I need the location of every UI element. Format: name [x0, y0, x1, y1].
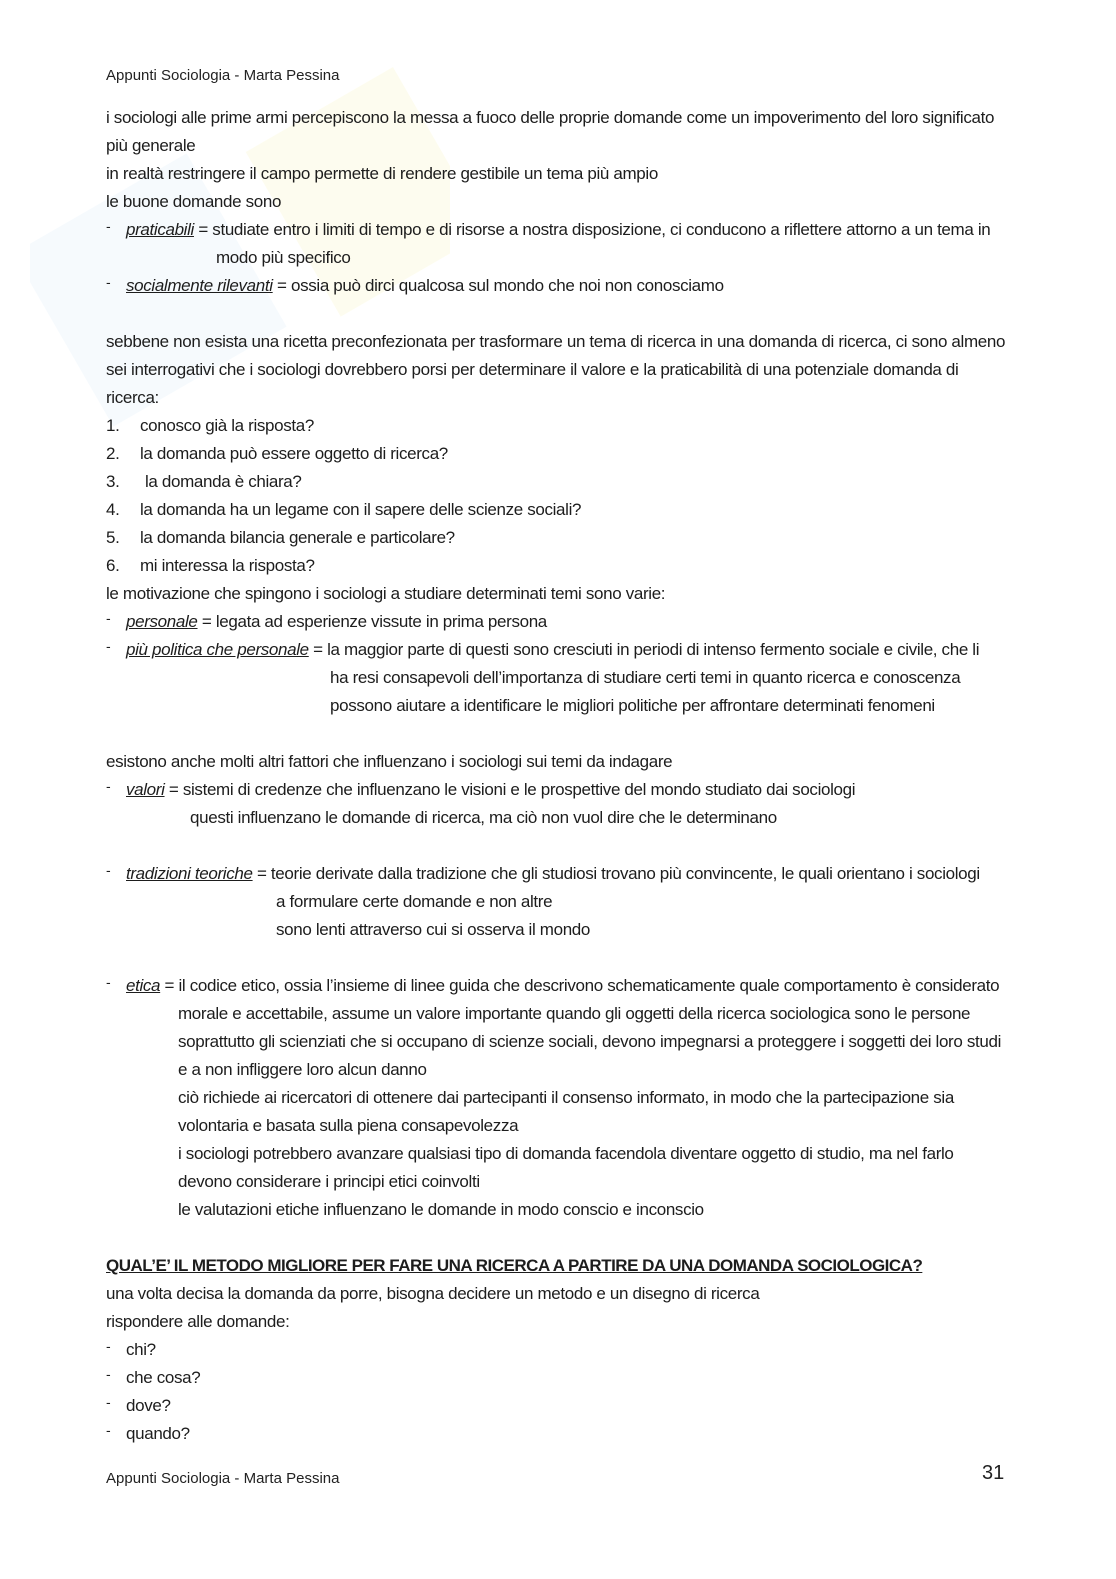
numbered-item: 3. la domanda è chiara?: [106, 472, 302, 491]
list-item: [106, 216, 1006, 244]
text-line: ricerca:: [106, 388, 159, 407]
list-item: [106, 608, 1006, 636]
dash-bullet-icon: -: [106, 610, 111, 626]
list-term: socialmente rilevanti: [126, 276, 273, 295]
text-line: le motivazione che spingono i sociologi a studiare determinati temi sono varie:: [106, 584, 666, 603]
numbered-item: 2. la domanda può essere oggetto di ricerca?: [106, 444, 448, 463]
page-header: Appunti Sociologia - Marta Pessina: [106, 67, 340, 84]
text-line: devono considerare i principi etici coinvolti: [178, 1172, 480, 1191]
text-line: i sociologi alle prime armi percepiscono la messa a fuoco delle proprie domande come un impoverimento del loro significato: [106, 108, 995, 127]
list-item: - che cosa?: [106, 1364, 1006, 1392]
text-line: a formulare certe domande e non altre: [276, 892, 553, 911]
page-footer: Appunti Sociologia - Marta Pessina: [106, 1470, 340, 1487]
list-text: = il codice etico, ossia l’insieme di linee guida che descrivono schematicamente quale comportamento è considerato: [164, 976, 1000, 995]
text-line: i sociologi potrebbero avanzare qualsiasi tipo di domanda facendola diventare oggetto di studio, ma nel farlo: [178, 1144, 954, 1163]
text-line: le buone domande sono: [106, 192, 282, 211]
text-line: modo più specifico: [216, 248, 351, 267]
dash-bullet-icon: -: [106, 1394, 111, 1410]
text-line: una volta decisa la domanda da porre, bisogna decidere un metodo e un disegno di ricerca: [106, 1284, 760, 1303]
list-item: - dove?: [106, 1392, 1006, 1420]
text-line: in realtà restringere il campo permette di rendere gestibile un tema più ampio: [106, 164, 658, 183]
list-text: = studiate entro i limiti di tempo e di risorse a nostra disposizione, ci conducono a riflettere attorno a un tema in: [198, 220, 991, 239]
list-term: più politica che personale: [126, 640, 309, 659]
text-line: ciò richiede ai ricercatori di ottenere dai partecipanti il consenso informato, in modo che la partecipazione sia: [178, 1088, 954, 1107]
page-number: 31: [982, 1462, 1005, 1484]
text-line: volontaria e basata sulla piena consapevolezza: [178, 1116, 519, 1135]
numbered-item: 5. la domanda bilancia generale e particolare?: [106, 528, 455, 547]
section-heading: QUAL’E’ IL METODO MIGLIORE PER FARE UNA RICERCA A PARTIRE DA UNA DOMANDA SOCIOLOGICA?: [106, 1256, 923, 1275]
list-term: valori: [126, 780, 165, 799]
list-item: - quando?: [106, 1420, 1006, 1448]
dash-bullet-icon: -: [106, 1422, 111, 1438]
text-line: rispondere alle domande:: [106, 1312, 290, 1331]
list-item: [106, 636, 1006, 664]
text-line: sono lenti attraverso cui si osserva il mondo: [276, 920, 591, 939]
list-term: personale: [126, 612, 198, 631]
list-term: praticabili: [126, 220, 194, 239]
list-term: tradizioni teoriche: [126, 864, 253, 883]
dash-bullet-icon: -: [106, 862, 111, 878]
dash-bullet-icon: -: [106, 274, 111, 290]
list-item: [106, 860, 1006, 888]
list-text: = la maggior parte di questi sono cresciuti in periodi di intenso fermento sociale e civile, che li: [313, 640, 980, 659]
text-line: esistono anche molti altri fattori che influenzano i sociologi sui temi da indagare: [106, 752, 673, 771]
dash-bullet-icon: -: [106, 638, 111, 654]
text-line: questi influenzano le domande di ricerca, ma ciò non vuol dire che le determinano: [190, 808, 777, 827]
text-line: ha resi consapevoli dell’importanza di studiare certi temi in quanto ricerca e conoscenza: [330, 668, 961, 687]
list-text: = legata ad esperienze vissute in prima persona: [201, 612, 547, 631]
dash-bullet-icon: -: [106, 974, 111, 990]
numbered-item: 4. la domanda ha un legame con il sapere delle scienze sociali?: [106, 500, 582, 519]
text-line: possono aiutare a identificare le migliori politiche per affrontare determinati fenomeni: [330, 696, 935, 715]
dash-bullet-icon: -: [106, 218, 111, 234]
numbered-item: 6. mi interessa la risposta?: [106, 556, 315, 575]
text-line: sebbene non esista una ricetta preconfezionata per trasformare un tema di ricerca in una domanda di ricerca, ci sono almeno: [106, 332, 1006, 351]
numbered-item: 1. conosco già la risposta?: [106, 416, 314, 435]
text-line: sei interrogativi che i sociologi dovrebbero porsi per determinare il valore e la praticabilità di una potenziale domanda di: [106, 360, 959, 379]
text-line: le valutazioni etiche influenzano le domande in modo conscio e inconscio: [178, 1200, 704, 1219]
list-text: = teorie derivate dalla tradizione che gli studiosi trovano più convincente, le quali orientano i sociologi: [256, 864, 980, 883]
list-item: - chi?: [106, 1336, 1006, 1364]
document-body: [106, 104, 1006, 1448]
list-text: = ossia può dirci qualcosa sul mondo che noi non conosciamo: [277, 276, 724, 295]
list-item: [106, 972, 1006, 1000]
list-item: [106, 272, 1006, 300]
text-line: soprattutto gli scienziati che si occupano di scienze sociali, devono impegnarsi a proteggere i soggetti dei loro studi: [178, 1032, 1002, 1051]
dash-bullet-icon: -: [106, 1338, 111, 1354]
text-line: morale e accettabile, assume un valore importante quando gli oggetti della ricerca sociologica sono le persone: [178, 1004, 971, 1023]
dash-bullet-icon: -: [106, 1366, 111, 1382]
list-text: = sistemi di credenze che influenzano le visioni e le prospettive del mondo studiato dai sociologi: [168, 780, 856, 799]
list-item: [106, 776, 1006, 804]
list-term: etica: [126, 976, 161, 995]
dash-bullet-icon: -: [106, 778, 111, 794]
text-line: più generale: [106, 136, 196, 155]
text-line: e a non infliggere loro alcun danno: [178, 1060, 427, 1079]
